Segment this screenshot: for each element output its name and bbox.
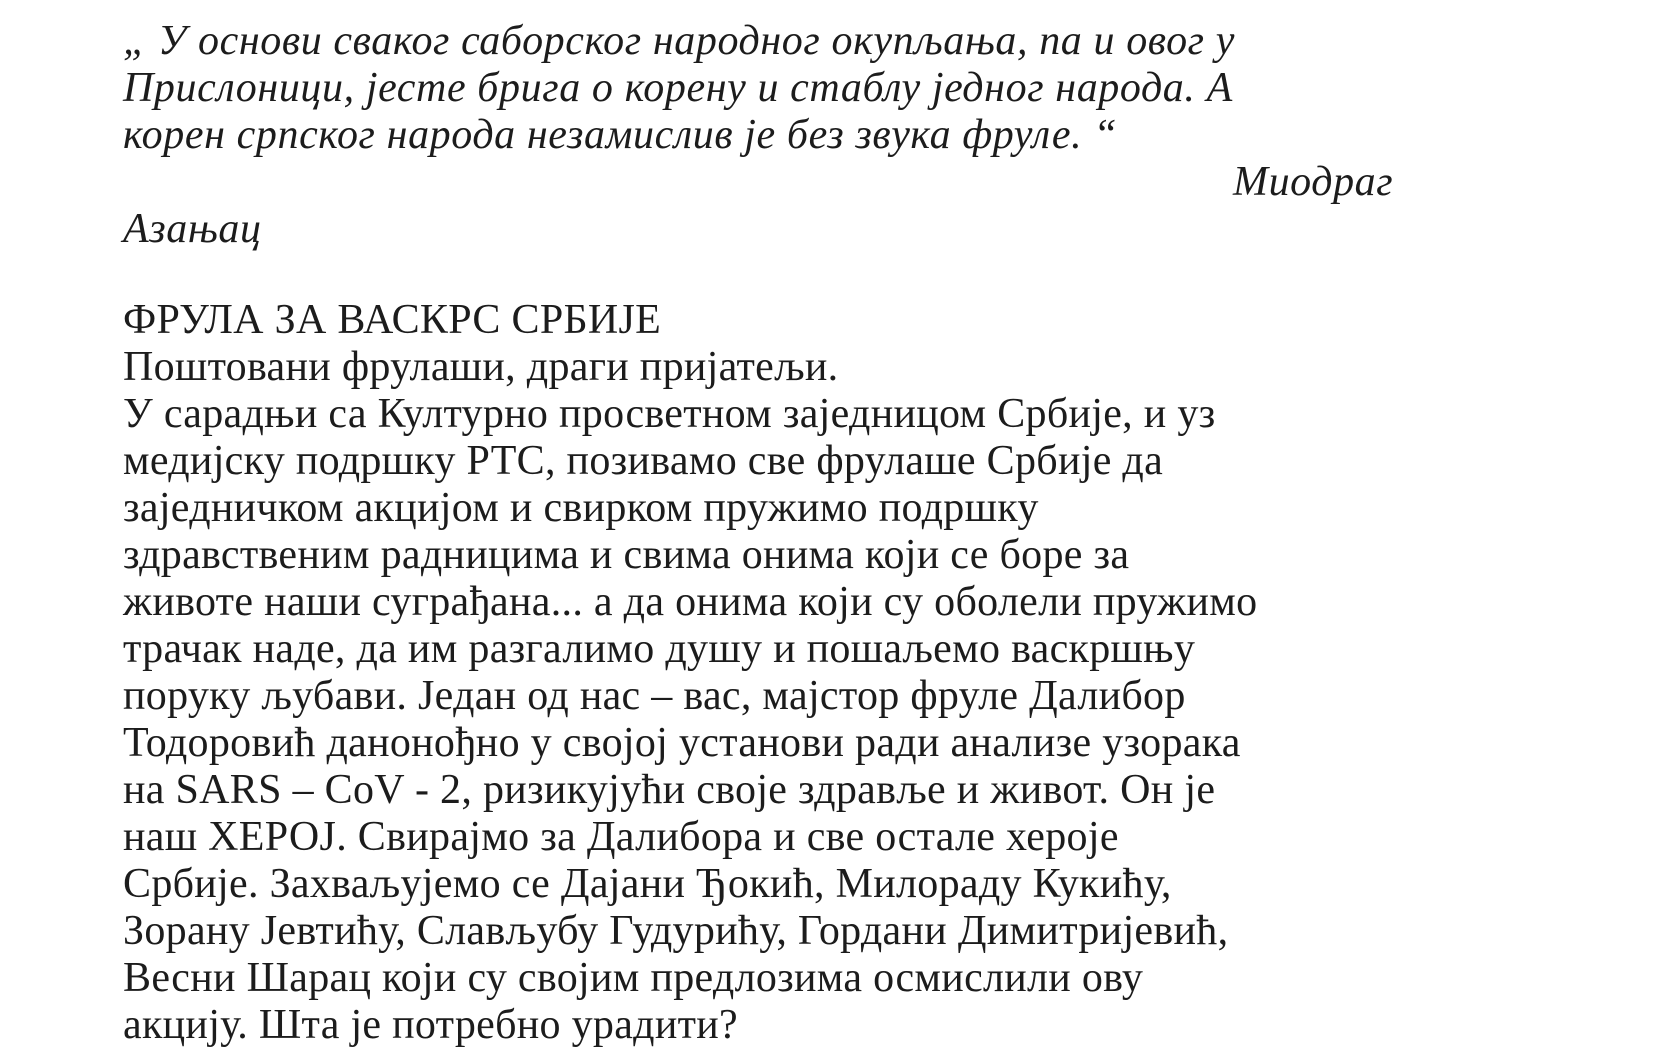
paragraph-line: заједничком акцијом и свирком пружимо подршку xyxy=(123,485,1039,531)
article-greeting: Поштовани фрулаши, драги пријатељи. xyxy=(123,344,839,390)
quote-author-first-name: Миодраг xyxy=(1233,159,1394,205)
paragraph-line: трачак наде, да им разгалимо душу и пошаљемо васкршњу xyxy=(123,626,1196,672)
document-page xyxy=(123,18,1623,1049)
quote-line: корен српског народа незамислив је без звука фруле. “ xyxy=(123,112,1118,158)
paragraph-line: на SARS – CoV - 2, ризикујући своје здравље и живот. Он је xyxy=(123,767,1216,813)
article-title: ФРУЛА ЗА ВАСКРС СРБИЈЕ xyxy=(123,297,662,343)
paragraph-line: животе наши суграђана... а да онима који су оболели пружимо xyxy=(123,579,1258,625)
quote-line: „ У основи сваког саборског народног окупљања, па и овог у xyxy=(123,18,1236,64)
paragraph-line: Србије. Захваљујемо се Дајани Ђокић, Милораду Кукићу, xyxy=(123,861,1172,907)
quote-line: Прислоници, јесте брига о корену и стаблу једног народа. А xyxy=(123,65,1233,111)
paragraph-line: медијску подршку РТС, позивамо све фрулаше Србије да xyxy=(123,438,1164,484)
paragraph-line: здравственим радницима и свима онима који се боре за xyxy=(123,532,1130,578)
epigraph-quote xyxy=(123,18,1623,253)
paragraph-line: наш ХЕРОЈ. Свирајмо за Далибора и све остале хероје xyxy=(123,814,1119,860)
quote-author-last-name: Азањац xyxy=(123,206,262,252)
paragraph-line: Зорану Јевтићу, Слављубу Гудурићу, Гордани Димитријевић, xyxy=(123,908,1229,954)
paragraph-line: Весни Шарац који су својим предлозима осмислили ову xyxy=(123,955,1144,1001)
paragraph-line: поруку љубави. Један од нас – вас, мајстор фруле Далибор xyxy=(123,673,1186,719)
paragraph-line: У сарадњи са Културно просветном заједницом Србије, и уз xyxy=(123,391,1216,437)
paragraph-line: акцију. Шта је потребно урадити? xyxy=(123,1002,738,1048)
paragraph-line: Тодоровић данонођно у својој установи ради анализе узорака xyxy=(123,720,1241,766)
article-body xyxy=(123,297,1623,1049)
